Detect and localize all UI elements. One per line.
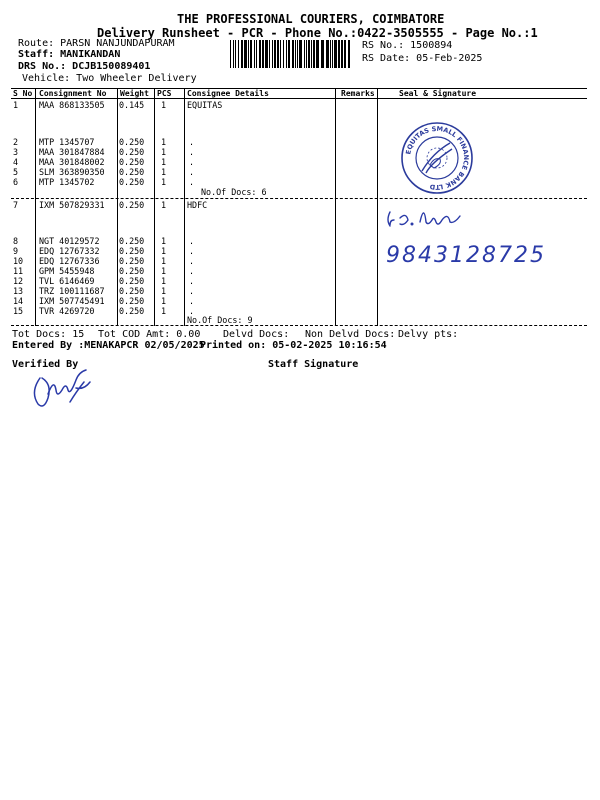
row-sno: 6 — [13, 177, 19, 187]
row-weight: 0.250 — [119, 296, 145, 306]
barcode-bar — [233, 40, 234, 68]
row-weight: 0.250 — [119, 157, 145, 167]
barcode-bar — [254, 40, 255, 68]
tot-docs: Tot Docs: 15 — [12, 329, 85, 340]
row-pcs: 1 — [161, 296, 167, 306]
barcode-bar — [248, 40, 249, 68]
row-weight: 0.250 — [119, 266, 145, 276]
barcode-bar — [265, 40, 268, 68]
barcode-bar — [272, 40, 273, 68]
company-name: THE PROFESSIONAL COURIERS, COIMBATORE — [177, 12, 445, 26]
table-row — [11, 167, 335, 177]
row-dot: . — [189, 147, 195, 157]
delvd-docs: Delvd Docs: — [223, 329, 290, 340]
rs-number: RS No.: 1500894 — [362, 40, 453, 51]
barcode-bar — [269, 40, 270, 68]
row-dot: . — [189, 296, 195, 306]
row-dot: . — [189, 137, 195, 147]
row-sno: 14 — [13, 296, 24, 306]
row-sno: 11 — [13, 266, 24, 276]
barcode-bar — [235, 40, 236, 68]
hdfc-handwritten-signature — [372, 200, 582, 270]
barcode-bar — [262, 40, 264, 68]
table-row — [11, 236, 335, 246]
row-sno: 7 — [13, 200, 19, 210]
row-pcs: 1 — [161, 266, 167, 276]
row-sno: 2 — [13, 137, 19, 147]
row-dot: . — [189, 306, 195, 316]
row-consignment: GPM 5455948 — [39, 266, 95, 276]
row-dot: . — [189, 256, 195, 266]
barcode-bar — [330, 40, 331, 68]
tot-cod-amount: Tot COD Amt: 0.00 — [98, 329, 201, 340]
stamp-text: EQUITAS SMALL FINANCE BANK LTD — [404, 124, 471, 192]
row-consignment: IXM 507829331 — [39, 200, 105, 210]
row-weight: 0.250 — [119, 276, 145, 286]
row-pcs: 1 — [161, 276, 167, 286]
row-weight: 0.250 — [119, 286, 145, 296]
col-seal-signature: Seal & Signature — [399, 89, 477, 98]
barcode-bar — [259, 40, 261, 68]
barcode-bar — [313, 40, 315, 68]
row-weight: 0.250 — [119, 137, 145, 147]
runsheet-title: Delivery Runsheet - PCR - Phone No.:0422-3505555 - Page No.:1 — [97, 26, 538, 40]
barcode-bar — [230, 40, 231, 68]
row-consignment: MAA 301848002 — [39, 157, 105, 167]
barcode-bar — [299, 40, 302, 68]
row-dot: . — [189, 157, 195, 167]
row-consignment: MTP 1345707 — [39, 137, 95, 147]
row-pcs: 1 — [161, 177, 167, 187]
barcode-bar — [306, 40, 307, 68]
col-remarks: Remarks — [341, 89, 375, 98]
row-pcs: 1 — [161, 100, 167, 110]
row-pcs: 1 — [161, 137, 167, 147]
row-dot: . — [189, 236, 195, 246]
row-dot: . — [189, 177, 195, 187]
handwritten-phone: 9843128725 — [386, 243, 546, 268]
barcode-bar — [292, 40, 294, 68]
equitas-seal-stamp — [400, 121, 474, 195]
verified-by-label: Verified By — [12, 359, 79, 370]
row-pcs: 1 — [161, 286, 167, 296]
barcode-bar — [304, 40, 305, 68]
table-row — [11, 100, 335, 110]
barcode-bar — [311, 40, 312, 68]
barcode-bar — [316, 40, 319, 68]
table-row — [11, 266, 335, 276]
row-weight: 0.250 — [119, 256, 145, 266]
row-pcs: 1 — [161, 246, 167, 256]
row-weight: 0.250 — [119, 167, 145, 177]
barcode-bar — [297, 40, 298, 68]
barcode-bar — [274, 40, 276, 68]
row-dot: . — [189, 286, 195, 296]
runsheet-table: S No Consignment No Weight PCS Consignee Details Remarks Seal & Signature 1 MAA 868133505 0.145 1 EQUITAS 2 MTP 1345707 0.250 1 . 3 MAA 301847884 0.250 1 . 4 MAA 301848002 0.250 1 . 5 SLM 363890350 0.250 1 . 6 MTP 1345702 0.250 1 . No.Of Docs: 6 7 IXM 507829331 0.250 1 HDFC 8 NGT 40129572 0.250 1 . 9 EDQ 12767332 0.250 1 . 10 EDQ 12767336 0.250 1 . 11 GPM 5455948 0.250 1 . 12 TVL 6146469 0.250 1 . 13 TRZ 100111687 0.250 1 . 14 IXM 507745491 0.250 1 . 15 TVR 4269720 0.250 1 . No.Of Docs: 9 — [11, 88, 587, 326]
barcode-bar — [295, 40, 296, 68]
row-weight: 0.145 — [119, 100, 145, 110]
vehicle-label: Vehicle: Two Wheeler Delivery — [22, 73, 197, 84]
drs-number: DRS No.: DCJB150089401 — [18, 61, 151, 72]
row-weight: 0.250 — [119, 306, 145, 316]
row-consignment: TVR 4269720 — [39, 306, 95, 316]
barcode-bar — [341, 40, 343, 68]
barcode-bar — [238, 40, 239, 68]
row-pcs: 1 — [161, 147, 167, 157]
staff-signature-label: Staff Signature — [268, 359, 359, 370]
row-sno: 9 — [13, 246, 19, 256]
row-dot: . — [189, 246, 195, 256]
barcode-bar — [348, 40, 350, 68]
row-sno: 15 — [13, 306, 24, 316]
row-sno: 1 — [13, 100, 19, 110]
row-sno: 3 — [13, 147, 19, 157]
row-consignment: MAA 301847884 — [39, 147, 105, 157]
row-consignment: TRZ 100111687 — [39, 286, 105, 296]
col-weight: Weight — [120, 89, 149, 98]
row-pcs: 1 — [161, 167, 167, 177]
barcode-bar — [283, 40, 284, 68]
barcode-bar — [286, 40, 287, 68]
consignee-name: HDFC — [187, 200, 208, 210]
barcode-bar — [321, 40, 324, 68]
row-sno: 8 — [13, 236, 19, 246]
row-weight: 0.250 — [119, 236, 145, 246]
col-pcs: PCS — [157, 89, 172, 98]
rs-date: RS Date: 05-Feb-2025 — [362, 53, 483, 64]
row-sno: 4 — [13, 157, 19, 167]
row-consignment: MAA 868133505 — [39, 100, 105, 110]
col-consignment: Consignment No — [39, 89, 107, 98]
row-dot: . — [189, 167, 195, 177]
barcode-bar — [332, 40, 333, 68]
col-sno: S No — [13, 89, 33, 98]
table-row — [11, 147, 335, 157]
table-row — [11, 276, 335, 286]
barcode-bar — [338, 40, 340, 68]
row-weight: 0.250 — [119, 200, 145, 210]
delvy-pts: Delvy pts: — [398, 329, 459, 340]
table-row — [11, 286, 335, 296]
consignee-name: EQUITAS — [187, 100, 223, 110]
barcode-bar — [326, 40, 329, 68]
row-pcs: 1 — [161, 306, 167, 316]
table-row — [11, 157, 335, 167]
col-consignee: Consignee Details — [187, 89, 269, 98]
barcode-bar — [344, 40, 346, 68]
row-sno: 13 — [13, 286, 24, 296]
table-row — [11, 246, 335, 256]
table-row — [11, 256, 335, 266]
row-sno: 12 — [13, 276, 24, 286]
row-consignment: NGT 40129572 — [39, 236, 100, 246]
table-row — [11, 200, 335, 210]
row-consignment: EDQ 12767336 — [39, 256, 100, 266]
barcode-bar — [308, 40, 310, 68]
svg-text:EQUITAS SMALL FINANCE BANK LTD — [404, 125, 470, 191]
row-sno: 10 — [13, 256, 24, 266]
row-weight: 0.250 — [119, 147, 145, 157]
row-sno: 5 — [13, 167, 19, 177]
barcode-bar — [277, 40, 279, 68]
row-pcs: 1 — [161, 157, 167, 167]
table-row — [11, 137, 335, 147]
entered-by: Entered By :MENAKAPCR 02/05/2025 — [12, 340, 205, 351]
route-label: Route: PARSN NANJUNDAPURAM — [18, 38, 175, 49]
staff-label: Staff: MANIKANDAN — [18, 49, 121, 60]
verified-signature — [30, 368, 100, 410]
row-consignment: IXM 507745491 — [39, 296, 105, 306]
barcode-bar — [241, 40, 243, 68]
table-row — [11, 177, 335, 187]
row-weight: 0.250 — [119, 177, 145, 187]
barcode-bar — [280, 40, 281, 68]
table-row — [11, 296, 335, 306]
non-delvd-docs: Non Delvd Docs: — [305, 329, 396, 340]
row-consignment: TVL 6146469 — [39, 276, 95, 286]
row-dot: . — [189, 266, 195, 276]
barcode-bar — [244, 40, 247, 68]
row-pcs: 1 — [161, 200, 167, 210]
row-weight: 0.250 — [119, 246, 145, 256]
table-row — [11, 306, 335, 316]
barcode-bar — [288, 40, 290, 68]
row-pcs: 1 — [161, 256, 167, 266]
row-consignment: SLM 363890350 — [39, 167, 105, 177]
barcode — [230, 40, 352, 68]
row-consignment: MTP 1345702 — [39, 177, 95, 187]
row-dot: . — [189, 276, 195, 286]
barcode-bar — [250, 40, 252, 68]
barcode-bar — [256, 40, 257, 68]
printed-on: Printed on: 05-02-2025 10:16:54 — [200, 340, 387, 351]
barcode-bar — [334, 40, 337, 68]
row-pcs: 1 — [161, 236, 167, 246]
row-consignment: EDQ 12767332 — [39, 246, 100, 256]
